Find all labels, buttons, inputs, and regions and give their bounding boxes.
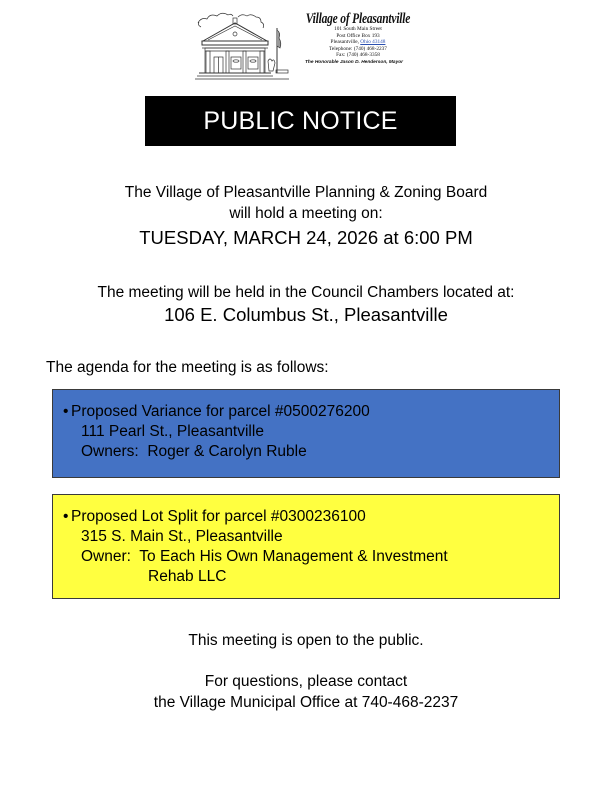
agenda-item-variance — [52, 389, 560, 478]
agenda-item-address: 315 S. Main St., Pleasantville — [81, 528, 283, 545]
location-intro: The meeting will be held in the Council Chambers located at: — [97, 284, 515, 301]
address-po-box: Post Office Box 193 — [336, 32, 380, 39]
contact-line-1: For questions, please contact — [204, 673, 408, 690]
open-to-public-notice: This meeting is open to the public. — [188, 632, 424, 649]
meeting-datetime: TUESDAY, MARCH 24, 2026 at 6:00 PM — [139, 227, 473, 248]
agenda-item-owner: Owner: To Each His Own Management & Investment — [81, 548, 448, 565]
agenda-item-title — [63, 402, 559, 422]
agenda-item-title-text: Proposed Lot Split for parcel #0300236100 — [71, 508, 366, 525]
agenda-intro: The agenda for the meeting is as follows: — [46, 359, 329, 376]
mayor-name: The Honorable Jason D. Henderson, Mayor — [304, 59, 404, 65]
village-name: Village of Pleasantville — [305, 11, 411, 27]
letterhead — [298, 13, 418, 66]
agenda-item-title-text: Proposed Variance for parcel #0500276200 — [71, 403, 370, 420]
agenda-item-owner-continued: Rehab LLC — [148, 568, 227, 585]
contact-line-2: the Village Municipal Office at 740-468-2237 — [153, 694, 459, 711]
agenda-item-address: 111 Pearl St., Pleasantville — [81, 423, 264, 440]
announcement-line-2: will hold a meeting on: — [229, 205, 383, 222]
fax: Fax: (740) 468-3358 — [336, 52, 380, 59]
bullet-icon: • — [63, 508, 69, 525]
city-state-zip-link[interactable]: Ohio 43148 — [360, 39, 386, 46]
address-street: 101 South Main Street — [334, 26, 382, 32]
public-notice-banner: PUBLIC NOTICE — [145, 96, 456, 146]
meeting-address: 106 E. Columbus St., Pleasantville — [164, 304, 448, 325]
agenda-item-title — [63, 507, 559, 527]
bullet-icon: • — [63, 403, 69, 420]
address-city — [298, 39, 418, 46]
agenda-item-lot-split — [52, 494, 560, 599]
agenda-item-owner: Owners: Roger & Carolyn Ruble — [81, 443, 307, 460]
village-hall-illustration — [193, 3, 293, 81]
telephone: Telephone: (740) 468-2237 — [329, 45, 387, 52]
city-name: Pleasantville, — [330, 39, 361, 46]
announcement-line-1: The Village of Pleasantville Planning & Zoning Board — [124, 184, 488, 201]
